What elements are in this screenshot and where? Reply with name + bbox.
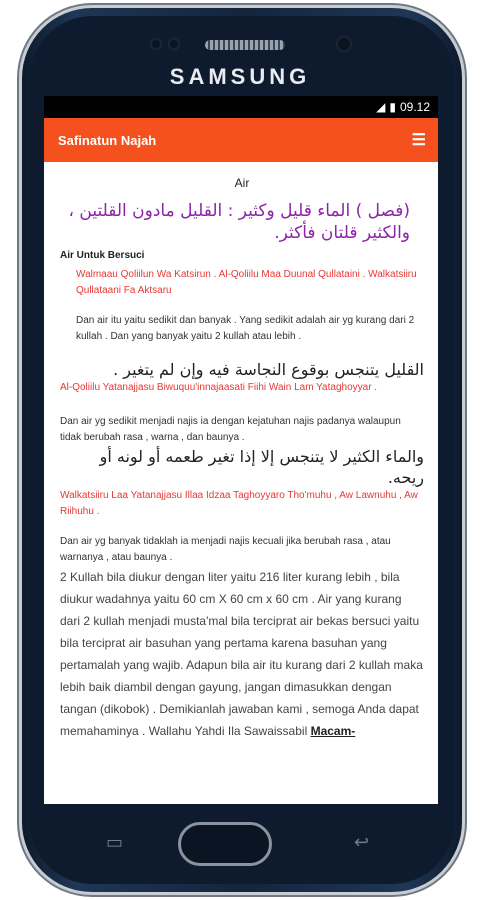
signal-icon: ◢ — [376, 100, 386, 114]
recent-apps-icon[interactable]: ▭ — [106, 832, 124, 852]
paragraph-2: Dan air yg sedikit menjadi najis ia dengan kejatuhan najis padanya walaupun tidak berubah rasa , warna , dan baunya . — [60, 416, 401, 443]
screen — [44, 96, 438, 804]
device-brand: SAMSUNG — [169, 64, 311, 89]
sensor-dot — [150, 38, 162, 50]
menu-icon[interactable]: ☰ — [411, 132, 426, 149]
paragraph-3: Dan air yg banyak tidaklah ia menjadi najis kecuali jika berubah rasa , atau warnanya , atau baunya . — [60, 536, 391, 563]
next-article-link[interactable]: Macam- — [310, 724, 356, 738]
app-title: Safinatun Najah — [58, 132, 157, 148]
status-time: 09.12 — [399, 100, 430, 114]
front-camera — [336, 36, 352, 52]
page-title: Air — [234, 176, 250, 190]
transliteration-2: Al-Qoliilu Yatanajjasu Biwuquu'innajaasati Fiihi Wain Lam Yataghoyyar . — [60, 382, 378, 393]
arabic-text-2: القليل يتنجس بوقوع النجاسة فيه وإن لم يتغير . — [113, 360, 424, 379]
arabic-heading: (فصل ) الماء قليل وكثير : القليل مادون القلتين ، والكثير قلتان فأكثر. — [68, 201, 410, 243]
battery-icon: ▮ — [389, 100, 396, 114]
paragraph-1: Dan air itu yaitu sedikit dan banyak . Yang sedikit adalah air yg kurang dari 2 kullah . Dan yang banyak yaitu 2 kullah atau lebih . — [76, 315, 415, 342]
arabic-block-2 — [60, 359, 424, 396]
sensor-dot — [168, 38, 180, 50]
back-icon[interactable]: ↩ — [354, 832, 370, 852]
paragraph-4-text: 2 Kullah bila diukur dengan liter yaitu 216 liter kurang lebih , bila diukur wadahnya yaitu 60 cm X 60 cm x 60 cm . Air yang kurang dari 2 kullah menjadi musta'mal bila terciprat air bekas bersuci yaitu bila terciprat air basuhan yang pertama karena basuhan yang pertamalah yang wajib. Adapun bila air itu kurang dari 2 kullah maka lebih baik diambil dengan gayung, jangan dimasukkan dengan tangan (dikobok) . Demikianlah jawaban kami , semoga Anda dapat memahaminya . Wallahu Yahdi Ila Sawaissabil — [60, 570, 423, 738]
transliteration-1: Walmaau Qoliilun Wa Katsirun . Al-Qoliilu Maa Duunal Qullataini . Walkatsiiru Qullataani Fa Aktsaru — [76, 269, 417, 296]
status-bar — [44, 96, 438, 118]
arabic-text-3: والماء الكثير لا يتنجس إلا إذا تغير طعمه أو لونه أو ريحه. — [99, 447, 424, 487]
earpiece-speaker — [205, 40, 285, 50]
app-bar — [44, 118, 438, 162]
subheading: Air Untuk Bersuci — [60, 250, 145, 261]
home-button[interactable] — [178, 822, 272, 866]
article — [44, 162, 438, 742]
transliteration-3: Walkatsiiru Laa Yatanajjasu Illaa Idzaa Taghoyyaro Tho'muhu , Aw Lawnuhu , Aw Riihuhu . — [60, 490, 418, 517]
paragraph-4 — [60, 566, 424, 742]
